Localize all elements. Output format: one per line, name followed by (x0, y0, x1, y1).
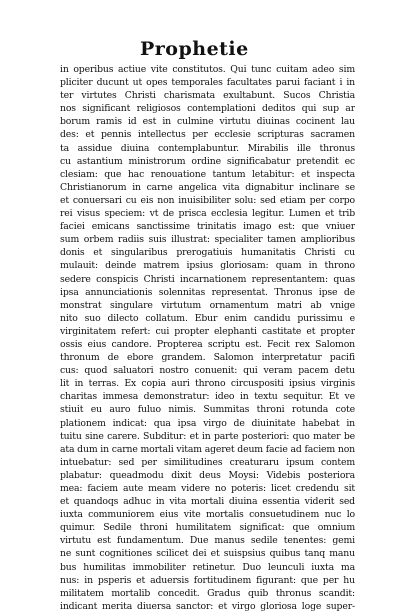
text-line: indicant merita diuersa sanctor: et virgo gloriosa loge super- (60, 600, 355, 612)
text-line: Christianorum in carne angelica vita dignabitur inclinare se (60, 181, 355, 193)
text-line: nito suo dilecto collatum. Ebur enim candidu purissimu e (60, 312, 355, 324)
text-line: faciei emicans sanctissime trinitatis imago est: que vniuer (60, 221, 355, 233)
text-line: intuebatur: sed per similitudines creaturaru ipsum contem (60, 456, 355, 468)
text-line: virginitatem refert: cui propter elephanti castitate et propter (60, 325, 355, 337)
text-line: ossis eius candore. Propterea scriptu est. Fecit rex Salomon (60, 338, 355, 350)
text-line: iuxta communiorem eius vite mortalis consuetudinem nuc lo (60, 509, 355, 521)
text-line: ter virtutes Christi charismata exultabunt. Sucos Christia (60, 90, 355, 102)
text-line: lit in terras. Ex copia auri throno circuspositi ipsius virginis (60, 378, 355, 390)
text-line: ne sunt cognitiones scilicet dei et suispsius quibus tanq manu (60, 548, 355, 560)
text-line: sedere conspicis Christi incarnationem representantem: quas (60, 273, 355, 285)
text-line: charitas immesa demonstratur: ideo in textu sequitur. Et ve (60, 391, 355, 403)
text-line: ta assidue diuina contemplabuntur. Mirabilis ille thronus (60, 142, 355, 154)
text-line: cus: quod saluatori nostro conuenit: qui veram pacem detu (60, 365, 355, 377)
text-line: rei visus speciem: vt de prisca ecclesia legitur. Lumen et trib (60, 208, 355, 220)
text-line: mea: faciem aute meam videre no poteris: licet credendu sit (60, 483, 355, 494)
text-line: sum orbem radiis suis illustrat: specialiter tamen amplioribus (60, 234, 355, 246)
text-line: bus humilitas immobiliter retinetur. Duo leunculi iuxta ma (60, 561, 355, 573)
text-line: et conuersari cu eis non inuisibiliter solu: sed etiam per corpo (60, 194, 355, 206)
text-line: mulauit: deinde matrem ipsius gloriosam: quam in throno (60, 260, 355, 272)
text-line: in operibus actiue vite constitutos. Qui tunc cuitam adeo sim (60, 64, 355, 75)
text-line: tuitu sine carere. Subditur: et in parte posteriori: quo mater be (60, 430, 355, 442)
text-line: thronum de ebore grandem. Salomon interpretatur pacifi (60, 352, 355, 364)
text-line: militatem mortalib concedit. Gradus quib thronus scandit: (60, 587, 355, 599)
text-line: virtutu est fundamentum. Due manus sedile tenentes: gemi (60, 535, 355, 547)
text-line: cu astantium ministrorum ordine significabatur pretendit ec (60, 155, 355, 167)
text-line: stiuit eu auro fuluo nimis. Summitas throni rotunda cote (60, 404, 355, 416)
body-text (60, 63, 355, 613)
text-line: nus: in psperis et aduersis fortitudinem figurant: que per hu (60, 574, 355, 586)
text-line: borum ramis id est in culmine virtutu diuinas cocinent lau (60, 116, 355, 128)
text-line: des: et pennis intellectus per ecclesie scripturas sacramen (60, 129, 355, 141)
text-line: nos significant religiosos contemplationi deditos qui sup ar (60, 103, 355, 115)
text-line: ipsa annunciationis solennitas representat. Thronus ipse de (60, 286, 355, 298)
text-line: ata dum in carne mortali vitam ageret deum facie ad faciem non (60, 443, 355, 455)
text-line: quimur. Sedile throni humilitatem significat: que omnium (60, 522, 355, 534)
text-line: et quandoqs adhuc in vita mortali diuina essentia viderit sed (60, 496, 355, 508)
text-line: plabatur: queadmodu dixit deus Moysi: Videbis posteriora (60, 469, 355, 481)
text-line: plationem indicat: qua ipsa virgo de diuinitate habebat in (60, 417, 355, 429)
text-line: monstrat singulare virtutum ornamentum matri ab vnige (60, 299, 355, 311)
text-line: pliciter ducunt ut opes temporales facultates parui faciant i in (60, 77, 355, 89)
text-line: donis et singularibus prerogatiuis humanitatis Christi cu (60, 247, 355, 259)
running-head: Prophetie (140, 38, 249, 60)
text-line: clesiam: que hac renouatione tantum letabitur: et inspecta (60, 168, 355, 180)
